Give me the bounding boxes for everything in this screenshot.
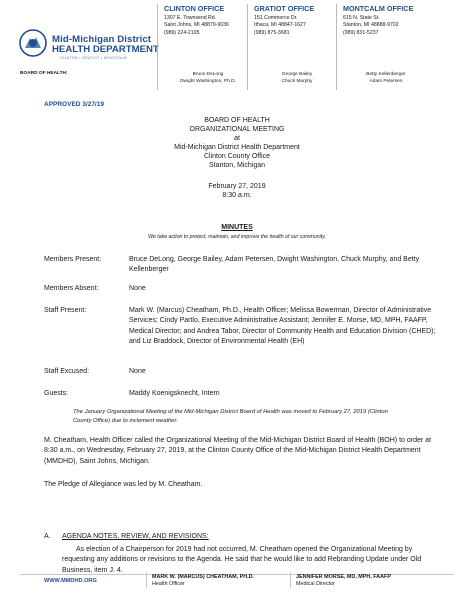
- board-of-health-label: BOARD OF HEALTH:: [20, 71, 68, 76]
- logo-line-1: Mid-Michigan District: [52, 34, 152, 45]
- logo-tagline: CLINTON • GRATIOT • MONTCALM: [60, 56, 127, 60]
- call-to-order-paragraph: M. Cheatham, Health Officer called the Organizational Meeting of the Mid-Michigan District Board of Health (BOH) to order at 8:30 a.m., on Wednesday, February 27, 2019, at the Clinton County Office of the Mid-Michigan District Health Department (MMDHD), Saint Johns, Michigan.: [44, 437, 431, 465]
- staff-present-label: Staff Present:: [44, 307, 87, 314]
- meeting-title-line: Mid-Michigan District Health Department: [174, 144, 300, 151]
- section-a-body: As election of a Chairperson for 2019 had not occurred, M. Cheatham opened the Organizational Meeting by requesting any additions or revisions to the Agenda. He said that he would like to add Rebranding Update under Old Business, item J. 4.: [62, 546, 422, 574]
- montcalm-office: [343, 4, 433, 37]
- montcalm-members: [343, 71, 429, 85]
- meeting-time: 8:30 a.m.: [222, 192, 252, 199]
- staff-excused-label: Staff Excused:: [44, 368, 90, 375]
- staff-excused-value: None: [129, 368, 146, 375]
- pledge-paragraph: The Pledge of Allegiance was led by M. Cheatham.: [44, 481, 203, 488]
- gratiot-office: [254, 4, 344, 37]
- section-letter: A.: [44, 533, 51, 540]
- office-name: MONTCALM OFFICE: [343, 4, 414, 13]
- section-a-heading: [44, 533, 209, 540]
- footer-divider-vertical: [146, 572, 147, 588]
- clinton-members: [164, 71, 252, 85]
- section-title: AGENDA NOTES, REVIEW, AND REVISIONS:: [62, 533, 209, 540]
- medical-director-name: JENNIFER MORSE, MD, MPH, FAAFP: [296, 574, 391, 580]
- header-divider: [336, 4, 337, 90]
- board-member: Adam Petersen: [369, 79, 403, 84]
- health-officer-role: Health Officer: [152, 581, 185, 587]
- footer-divider-vertical: [290, 572, 291, 588]
- members-absent-value: None: [129, 285, 146, 292]
- weather-notice: The January Organizational Meeting of the Mid-Michigan District Board of Health was moved to February 27, 2019 (Clinton County Office) due to inclement weather.: [73, 409, 388, 424]
- office-phone: (989) 831-5237: [343, 29, 379, 36]
- guests-label: Guests:: [44, 390, 69, 397]
- website-link[interactable]: WWW.MMDHD.ORG: [44, 578, 97, 584]
- meeting-date: February 27, 2019: [208, 183, 266, 190]
- logo-line-2: HEALTH DEPARTMENT: [52, 44, 159, 55]
- board-member: Betty Kellenberger: [366, 72, 406, 77]
- board-member: Chuck Murphy: [281, 79, 313, 84]
- office-address-city: Stanton, MI 48888-9702: [343, 22, 399, 29]
- members-absent-label: Members Absent:: [44, 285, 99, 292]
- board-member: George Bailey: [281, 72, 313, 77]
- office-address-street: 1307 E. Townsend Rd.: [164, 15, 217, 21]
- office-name: GRATIOT OFFICE: [254, 4, 315, 13]
- clinton-office: [164, 4, 254, 37]
- guests-value: Maddy Koenigsknecht, Intern: [129, 390, 220, 397]
- meeting-title-line: at: [234, 135, 240, 142]
- header-divider: [157, 4, 158, 90]
- meeting-title-line: Clinton County Office: [203, 153, 270, 160]
- office-phone: (989) 875-3681: [254, 29, 290, 36]
- office-name: CLINTON OFFICE: [164, 4, 225, 13]
- office-address-street: 151 Commerce Dr.: [254, 15, 298, 21]
- board-member: Dwight Washington, Ph.D.: [180, 79, 236, 84]
- office-phone: (989) 224-2195: [164, 29, 200, 36]
- approved-stamp: APPROVED 3/27/19: [44, 101, 104, 108]
- office-address-city: Ithaca, MI 48847-1627: [254, 22, 306, 29]
- header-divider: [247, 4, 248, 90]
- mission-tagline: We take action to protect, maintain, and improve the health of our community.: [148, 234, 326, 240]
- office-address-street: 615 N. State St.: [343, 15, 380, 21]
- board-member: Bruce DeLong: [192, 72, 224, 77]
- meeting-title-line: ORGANIZATIONAL MEETING: [189, 126, 285, 133]
- meeting-title-line: Stanton, Michigan: [208, 162, 266, 169]
- minutes-heading: MINUTES: [221, 224, 253, 231]
- members-present-value: Bruce DeLong, George Bailey, Adam Petersen, Dwight Washington, Chuck Murphy, and Betty Kellenberger: [129, 256, 420, 274]
- gratiot-members: [254, 71, 340, 85]
- medical-director-role: Medical Director: [296, 581, 335, 587]
- office-address-city: Saint Johns, MI 48879-9036: [164, 22, 229, 29]
- staff-present-value: Mark W. (Marcus) Cheatham, Ph.D., Health Officer; Melissa Bowerman, Director of Administrative Services; Cindy Partlo, Executive Administrative Assistant; Jennifer E. Morse, MD, MPH, FAAFP, Medical Director; and Andrea Tabor, Director of Community Health and Education Division (CHED); and Liz Braddock, Director of Environmental Health (EH): [129, 307, 436, 346]
- members-present-label: Members Present:: [44, 256, 102, 263]
- meeting-title-line: BOARD OF HEALTH: [204, 117, 270, 124]
- health-department-logo-icon: [18, 28, 48, 58]
- health-officer-name: MARK W. (MARCUS) CHEATHAM, PH.D.: [152, 574, 255, 580]
